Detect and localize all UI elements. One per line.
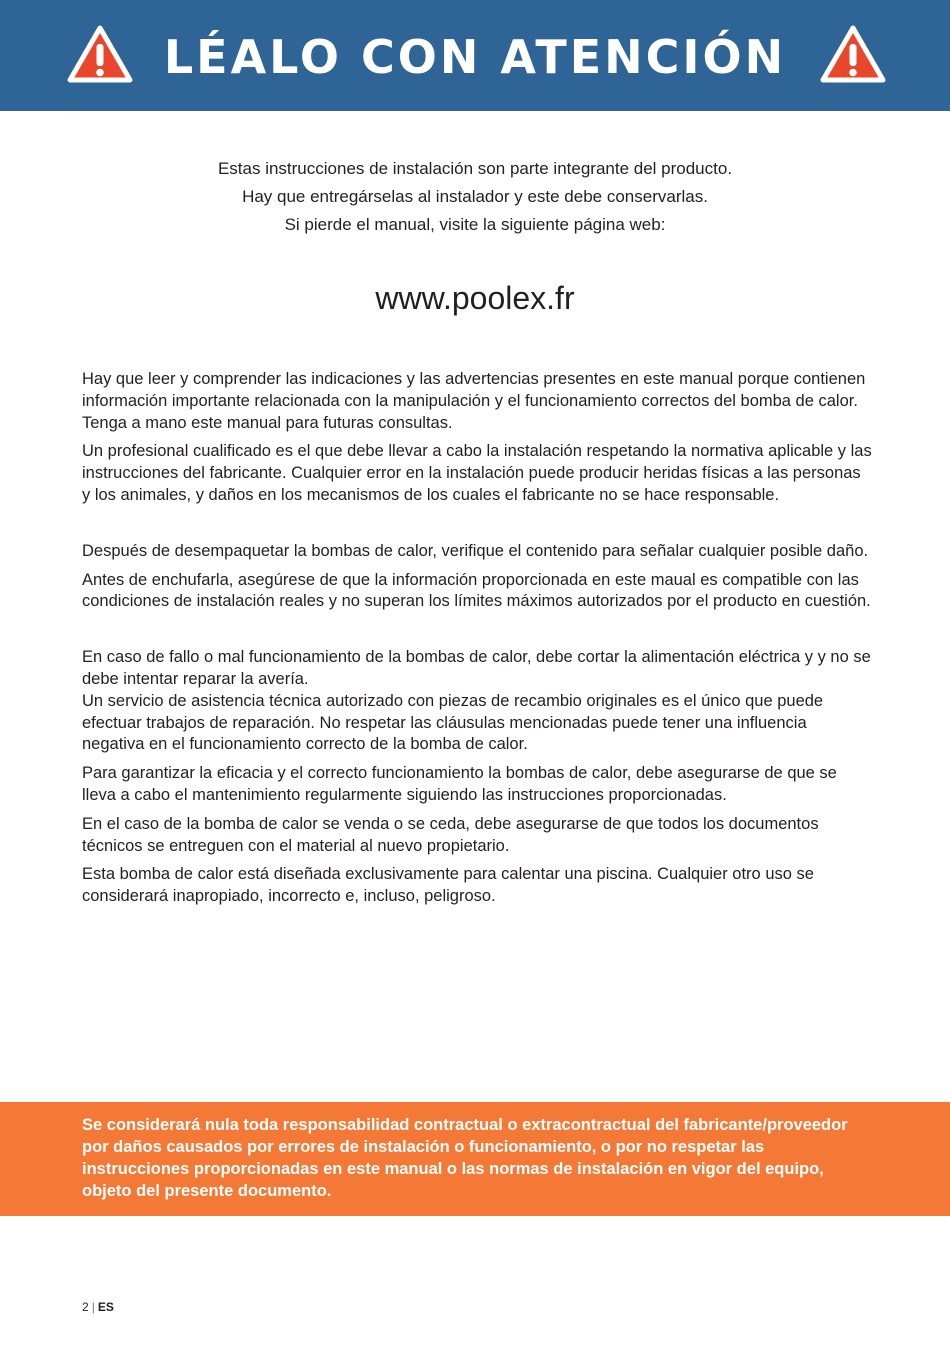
footer-separator: | xyxy=(91,1300,95,1314)
intro-line: Estas instrucciones de instalación son parte integrante del producto. xyxy=(217,159,733,178)
paragraph: En el caso de la bomba de calor se venda o se ceda, debe asegurarse de que todos los documentos técnicos se entreguen con el material al nuevo propietario. xyxy=(82,814,819,855)
liability-notice xyxy=(0,1102,950,1216)
paragraph: Hay que leer y comprender las indicaciones y las advertencias presentes en este manual porque contienen información importante relacionada con la manipulación y el funcionamiento correctos del bomba de calor. Tenga a mano este manual para futuras consultas. xyxy=(82,370,866,432)
paragraph: Antes de enchufarla, asegúrese de que la información proporcionada en este maual es compatible con las condiciones de instalación reales y no superan los límites máximos autorizados por el producto en cuestión. xyxy=(82,570,871,611)
intro-line: Si pierde el manual, visite la siguiente página web: xyxy=(284,215,666,234)
paragraph: Después de desempaquetar la bombas de calor, verifique el contenido para señalar cualquier posible daño. xyxy=(82,541,869,560)
intro-block xyxy=(0,155,950,239)
instructions-body xyxy=(82,369,872,915)
intro-line: Hay que entregárselas al instalador y este debe conservarlas. xyxy=(242,187,708,206)
header-banner xyxy=(0,0,950,111)
website-url: www.poolex.fr xyxy=(375,280,575,316)
paragraph: En caso de fallo o mal funcionamiento de la bombas de calor, debe cortar la alimentación eléctrica y y no se debe intentar reparar la avería. xyxy=(82,648,871,688)
liability-notice-text: Se considerará nula toda responsabilidad contractual o extracontractual del fabricante/proveedor por daños causados por errores de instalación o funcionamiento, o por no respetar las instrucciones proporcionadas en este manual o las normas de instalación en vigor del equipo, objeto del presente documento. xyxy=(82,1116,848,1200)
page-title: LÉALO CON ATENCIÓN xyxy=(163,30,787,84)
paragraph: Un profesional cualificado es el que debe llevar a cabo la instalación respetando la normativa aplicable y las instrucciones del fabricante. Cualquier error en la instalación puede producir heridas físicas a las personas y los animales, y daños en los mecanismos de los cuales el fabricante no se hace responsable. xyxy=(82,442,872,504)
paragraph: Esta bomba de calor está diseñada exclusivamente para calentar una piscina. Cualquier otro uso se considerará inapropiado, incorrecto e, incluso, peligroso. xyxy=(82,865,814,906)
page-number: 2 xyxy=(82,1300,89,1314)
language-code: ES xyxy=(97,1300,114,1314)
page-footer xyxy=(82,1299,114,1315)
paragraph: Un servicio de asistencia técnica autorizado con piezas de recambio originales es el único que puede efectuar trabajos de reparación. No respetar las cláusulas mencionadas puede tener una influencia negativa en el funcionamiento correcto de la bomba de calor. xyxy=(82,691,824,754)
warning-triangle-icon xyxy=(819,24,887,86)
paragraph: Para garantizar la eficacia y el correcto funcionamiento la bombas de calor, debe asegurarse de que se lleva a cabo el mantenimiento regularmente siguiendo las instrucciones proporcionadas. xyxy=(82,764,837,804)
